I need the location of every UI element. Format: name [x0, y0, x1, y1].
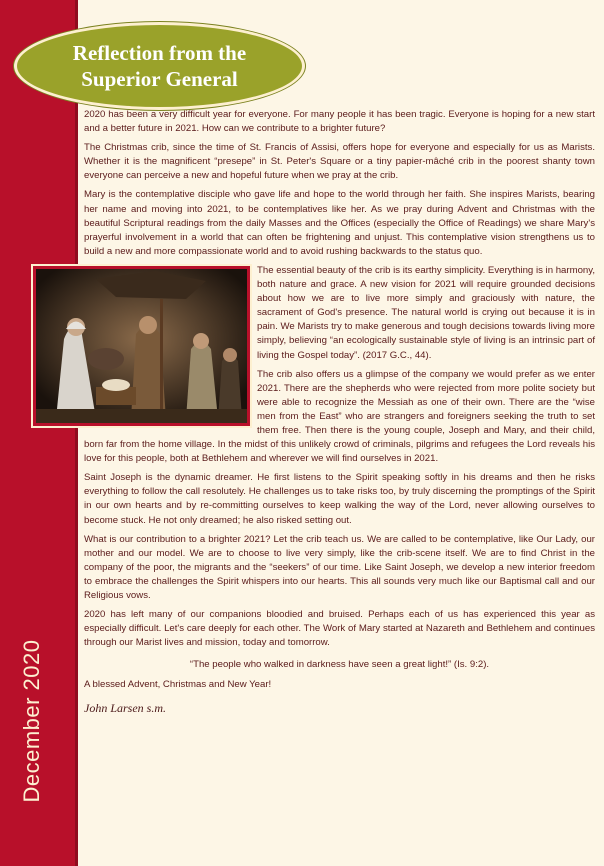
article-body [84, 108, 595, 715]
newsletter-date: December 2020 [19, 639, 44, 803]
side-band-rule [75, 0, 78, 866]
signature: John Larsen s.m. [84, 700, 167, 715]
paragraph-4: The essential beauty of the crib is its earthy simplicity. Everything is in harmony, both nature and grace. A new vision for 2021 will require grounded decisions about how we are to live more simply and graciously with nature, the sacrament of God's presence. The natural world is crying out because it is in pain. We Marists try to make generous and tough decisions towards living more simply, believing “an ecologically sustainable style of living is an intrinsic part of living the Gospel today”. (2017 G.C., 44). [257, 264, 595, 361]
title-line-2: Superior General [81, 67, 238, 91]
paragraph-7: What is our contribution to a brighter 2021? Let the crib teach us. We are called to be contemplative, like Our Lady, our mother and our model. We are to choose to live very simply, like the crib-scene itself. We are to find Christ in the company of the poor, the migrants and the “seekers” of our time. Like Saint Joseph, we develop a new interior freedom to embrace the challenges the Spirit whispers into our hearts. This all sounds very much like our Baptismal call and our Religious vows. [84, 533, 595, 601]
paragraph-5: The crib also offers us a glimpse of the company we would prefer as we enter 2021. There are the shepherds who were rejected from more polite society but were able to recognize the Messiah as one of their own. There are the “wise men from the East” who are strangers and foreigners seeking the truth to set them free. Then there is the young couple, Joseph and Mary, and their child, born far from the home village. In the midst of this unlikely crowd of criminals, pilgrims and refugees the Lord reveals his love for this people, both at Bethlehem and wherever we will find ourselves in 2021. [84, 368, 595, 465]
paragraph-8: 2020 has left many of our companions bloodied and bruised. Perhaps each of us has experienced this year as especially difficult. Let's care deeply for each other. The Work of Mary started at Nazareth and Bethlehem and continues through our Marist lives and mission, today and tomorrow. [84, 609, 595, 649]
paragraph-6: Saint Joseph is the dynamic dreamer. He first listens to the Spirit speaking softly in his dreams and then he risks everything to follow the call resolutely. He challenges us to take risks too, by truly discerning the promptings of the Spirit in our own hearts and by re-committing ourselves to keep walking the way of the Lord, never allowing ourselves to become stuck. He not only dreamed; he also risked setting out. [84, 472, 595, 526]
paragraph-2: The Christmas crib, since the time of St. Francis of Assisi, offers hope for everyone and especially for us as Marists. Whether it is the magnificent “presepe” in St. Peter's Square or a tiny papier-mâché crib in the poorest shanty town everyone can perceive a new and hopeful future when we pray at the crib. [84, 142, 595, 182]
nativity-crib-image [33, 266, 250, 426]
title-oval [14, 22, 305, 110]
scripture-quote: “The people who walked in darkness have seen a great light!” (Is. 9:2). [189, 659, 490, 671]
paragraph-1: 2020 has been a very difficult year for everyone. For many people it has been tragic. Everyone is hoping for a new start and a better future in 2021. How can we contribute to a brighter future? [84, 109, 595, 135]
blessing-line: A blessed Advent, Christmas and New Year! [84, 679, 272, 691]
title-line-1: Reflection from the [72, 41, 247, 65]
paragraph-3: Mary is the contemplative disciple who gave life and hope to the world through her faith. She inspires Marists, bearing her name and moving into 2021, to be contemplatives like her. As we pray during Advent and Christmas with the beautiful Scriptural readings from the daily Masses and the Offices (especially the Office of Readings) we share Mary's prayerful involvement in a world that can often be frightening and unjust. This contemplative vision strengthens us to build a new and more compassionate world and to avoid rushing backwards to the status quo. [84, 189, 595, 257]
nativity-scene-illustration [36, 269, 247, 423]
